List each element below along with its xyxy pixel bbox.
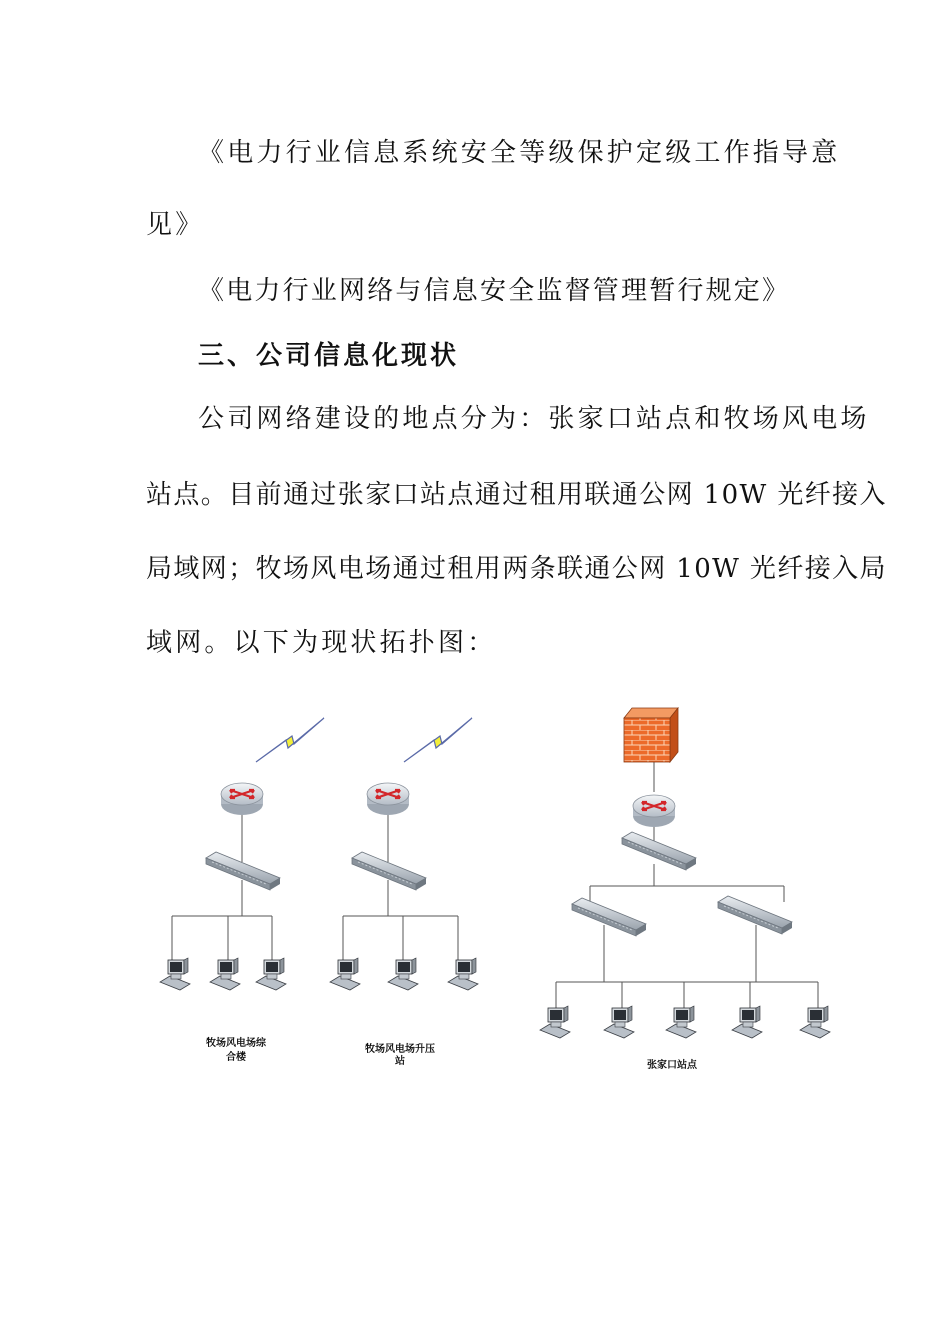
computer-icon <box>256 958 286 990</box>
computer-icon <box>540 1006 570 1038</box>
router-icon <box>221 783 263 815</box>
router-icon <box>367 783 409 815</box>
computer-icon <box>330 958 360 990</box>
doc-line-7: 局域网；牧场风电场通过租用两条联通公网 10W 光纤接入局 <box>146 554 887 584</box>
topology-diagram <box>0 690 950 1090</box>
doc-line-5: 公司网络建设的地点分为：张家口站点和牧场风电场 <box>198 404 870 434</box>
switch-icon <box>622 832 696 870</box>
doc-line-3: 《电力行业网络与信息安全监督管理暂行规定》 <box>198 276 791 306</box>
computer-icon <box>388 958 418 990</box>
router-icon <box>633 795 675 827</box>
link-lines-right <box>556 762 818 1010</box>
switch-icon <box>572 898 646 936</box>
site1-caption-line2: 合楼 <box>226 1052 246 1063</box>
computer-icon <box>732 1006 762 1038</box>
switch-icon <box>718 896 792 934</box>
lightning-icon <box>404 718 472 762</box>
computer-icon <box>160 958 190 990</box>
doc-line-2: 见》 <box>146 210 205 240</box>
doc-line-6: 站点。目前通过张家口站点通过租用联通公网 10W 光纤接入 <box>146 480 887 510</box>
computer-icon <box>210 958 240 990</box>
doc-line-8: 域网。以下为现状拓扑图： <box>146 628 497 658</box>
site3-caption: 张家口站点 <box>647 1060 697 1071</box>
site1-caption-line1: 牧场风电场综 <box>206 1038 266 1049</box>
computer-icon <box>800 1006 830 1038</box>
computer-icon <box>604 1006 634 1038</box>
site2-caption-line1: 牧场风电场升压 <box>365 1044 435 1055</box>
site2-caption-line2: 站 <box>395 1056 405 1067</box>
doc-line-1: 《电力行业信息系统安全等级保护定级工作指导意 <box>198 138 841 168</box>
section-heading: 三、公司信息化现状 <box>198 341 460 371</box>
switch-icon <box>352 852 426 890</box>
computer-icon <box>666 1006 696 1038</box>
lightning-icon <box>256 718 324 762</box>
computer-icon <box>448 958 478 990</box>
switch-icon <box>206 852 280 890</box>
firewall-icon <box>624 708 678 762</box>
